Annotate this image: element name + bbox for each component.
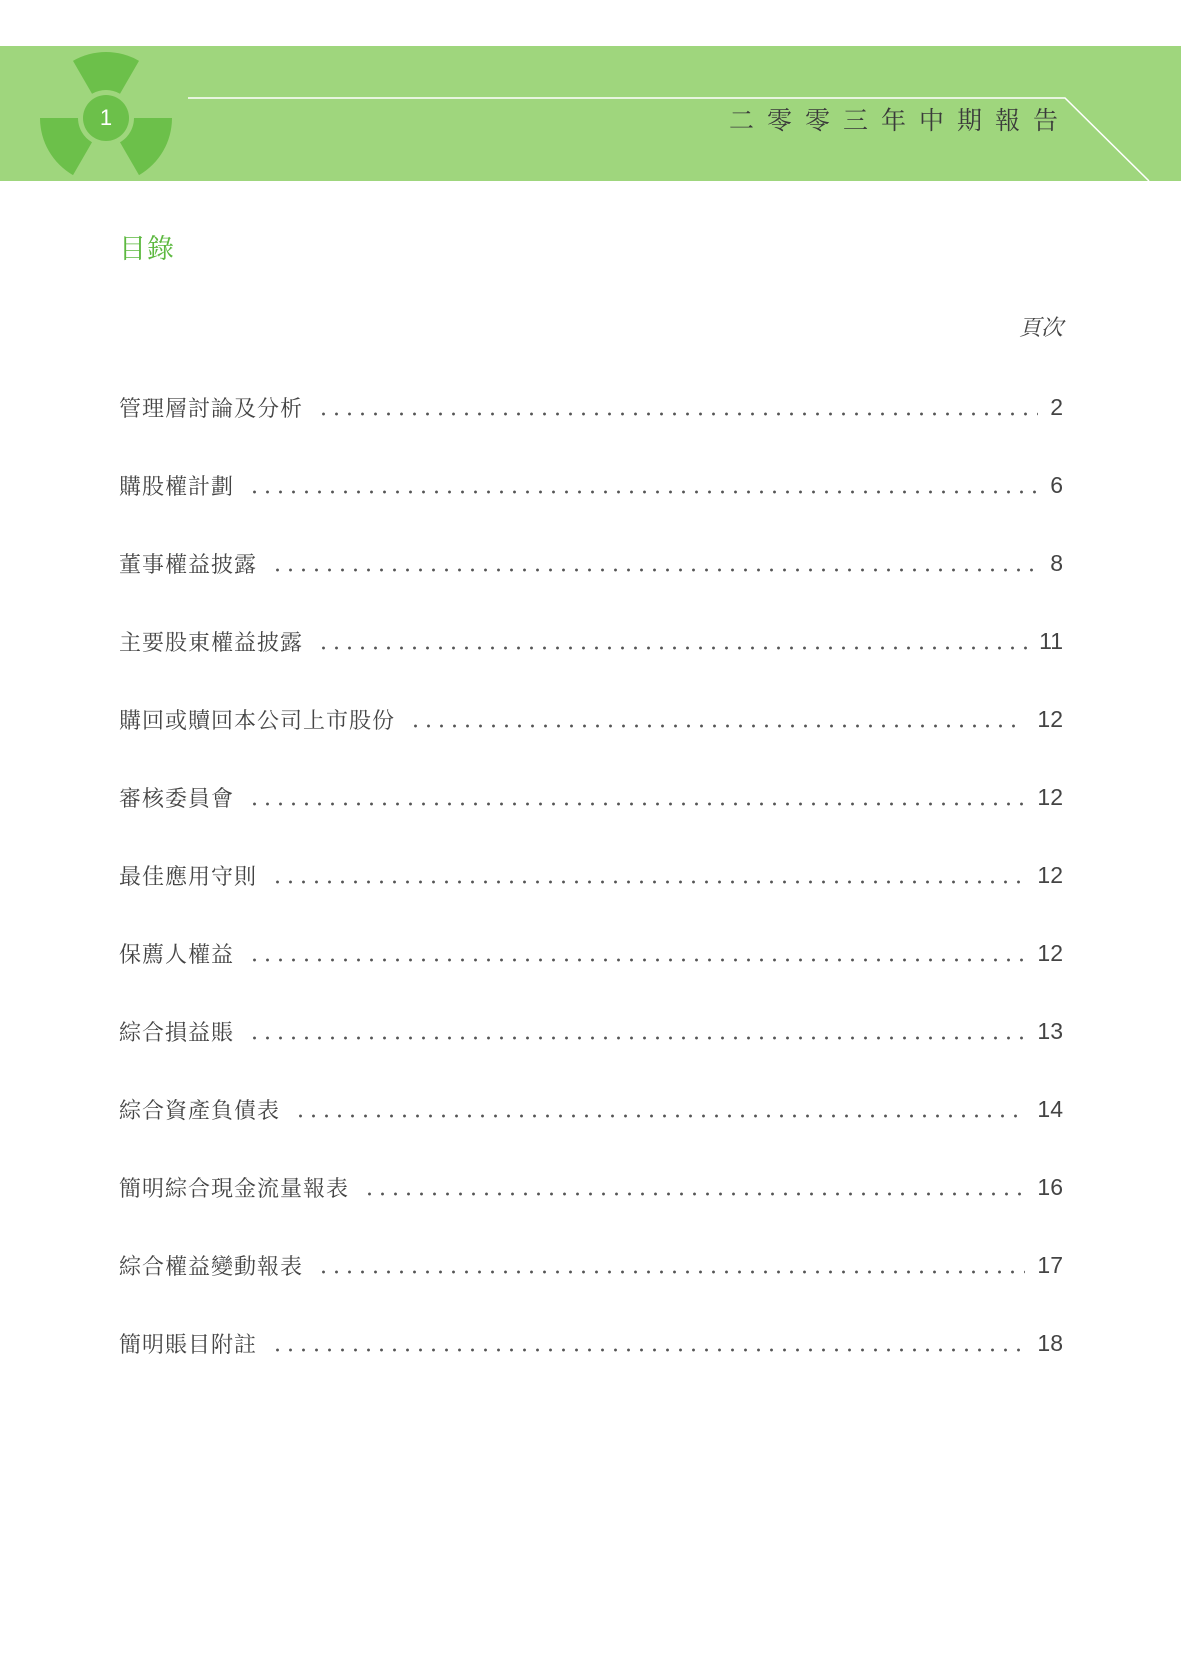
toc-entry-label: 主要股東權益披露 (119, 630, 304, 656)
toc-entry-page: 2 (1050, 393, 1063, 420)
page-column-label: 頁次 (1018, 316, 1063, 341)
toc-entry-label: 綜合權益變動報表 (119, 1254, 304, 1280)
dot-leader (271, 568, 1038, 572)
dot-leader (248, 802, 1025, 806)
dot-leader (248, 1036, 1025, 1040)
toc-entry-label: 審核委員會 (119, 786, 235, 812)
toc-entry (119, 1148, 1063, 1226)
dot-leader (317, 412, 1038, 416)
toc-entry-label: 管理層討論及分析 (119, 396, 304, 422)
page-number: 1 (99, 105, 113, 130)
toc-entry-label: 董事權益披露 (119, 552, 258, 578)
dot-leader (248, 958, 1025, 962)
toc-entry-label: 簡明賬目附註 (119, 1332, 258, 1358)
toc-entry (119, 524, 1063, 602)
toc-entry-label: 簡明綜合現金流量報表 (119, 1176, 350, 1202)
dot-leader (271, 1348, 1025, 1352)
toc-entry-page: 12 (1037, 939, 1063, 966)
toc-entry-label: 購股權計劃 (119, 474, 235, 500)
toc-entry-label: 綜合損益賬 (119, 1020, 235, 1046)
toc-entry-label: 保薦人權益 (119, 942, 235, 968)
toc-entry-page: 8 (1050, 549, 1063, 576)
dot-leader (317, 1270, 1025, 1274)
toc-entry-page: 16 (1037, 1173, 1063, 1200)
table-of-contents (119, 368, 1063, 1382)
toc-entry (119, 1304, 1063, 1382)
report-title: 二零零三年中期報告 (728, 106, 1071, 135)
dot-leader (363, 1192, 1025, 1196)
toc-entry-page: 14 (1037, 1095, 1063, 1122)
toc-title: 目錄 (119, 234, 175, 265)
dot-leader (271, 880, 1025, 884)
dot-leader (409, 724, 1025, 728)
toc-entry-label: 最佳應用守則 (119, 864, 258, 890)
header-band (0, 46, 1181, 181)
toc-entry (119, 680, 1063, 758)
toc-entry (119, 602, 1063, 680)
toc-entry-label: 購回或贖回本公司上市股份 (119, 708, 396, 734)
toc-entry-page: 13 (1037, 1017, 1063, 1044)
toc-entry (119, 836, 1063, 914)
toc-entry-page: 6 (1050, 471, 1063, 498)
toc-entry (119, 914, 1063, 992)
toc-entry-page: 12 (1037, 861, 1063, 888)
toc-entry (119, 446, 1063, 524)
toc-entry-page: 11 (1039, 627, 1063, 654)
toc-entry (119, 1226, 1063, 1304)
toc-entry (119, 992, 1063, 1070)
toc-entry (119, 1070, 1063, 1148)
toc-entry-page: 12 (1037, 705, 1063, 732)
toc-entry-page: 17 (1037, 1251, 1063, 1278)
dot-leader (248, 490, 1038, 494)
dot-leader (317, 646, 1027, 650)
dot-leader (294, 1114, 1025, 1118)
toc-entry-page: 18 (1037, 1329, 1063, 1356)
toc-entry-label: 綜合資產負債表 (119, 1098, 281, 1124)
toc-entry-page: 12 (1037, 783, 1063, 810)
toc-entry (119, 368, 1063, 446)
toc-entry (119, 758, 1063, 836)
